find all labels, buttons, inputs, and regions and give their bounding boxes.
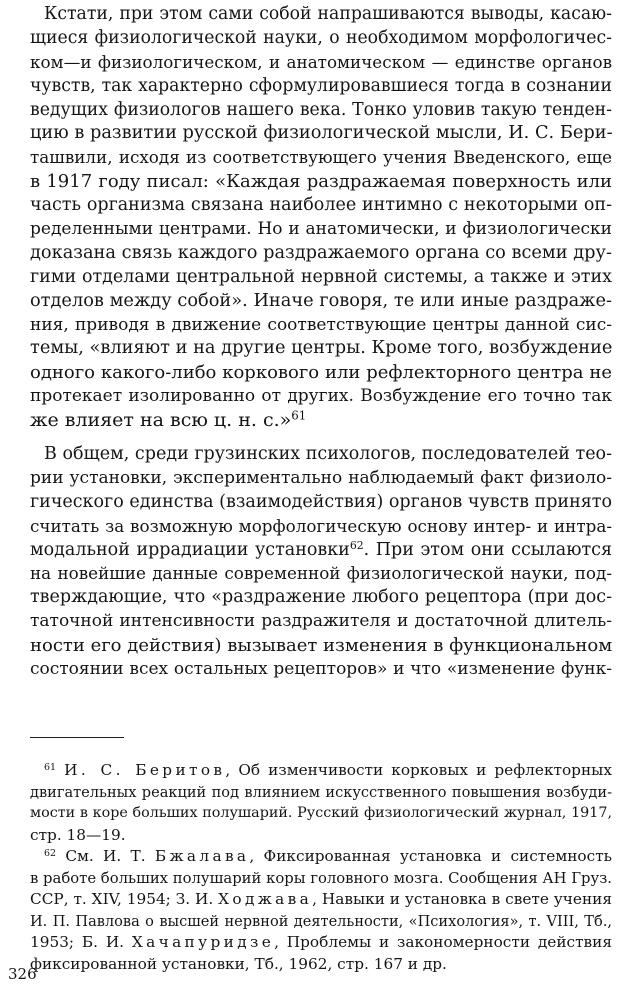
footnote-61 [30, 760, 612, 846]
text-fragment: , Об изменчивости корковых и рефлекторных [225, 761, 612, 779]
text-line: одного какого-либо коркового или рефлекторного центра не [30, 362, 612, 384]
text-line: рии установки, экспериментально наблюдаемый факт физиоло- [30, 467, 612, 488]
text-line: ности его действия) вызывает изменения в функциональном [30, 635, 613, 657]
text-line: доказана связь каждого раздражаемого органа со всеми дру- [30, 242, 612, 263]
text-fragment: , Проблемы и закономерности действия [274, 933, 612, 952]
text-fragment: , Навыки и установка в свете учения [312, 890, 612, 909]
text-line: В общем, среди грузинских психологов, последователей тео- [44, 444, 612, 465]
main-text [30, 3, 612, 682]
text-line: ния, приводя в движение соответствующие центры данной сис- [30, 314, 612, 335]
footnote-62 [30, 846, 612, 976]
footnote-line: двигательных реакций под влиянием искусственного повышения возбуди- [30, 783, 612, 801]
text-line [30, 539, 612, 563]
text-line: ком—и физиологическом, и анатомическом — единстве органов [30, 51, 612, 72]
text-fragment: ССР, т. XIV, 1954; З. И. [30, 890, 219, 909]
text-line: гими отделами центральной нервной системы, а также и этих [30, 266, 612, 287]
footnote-line: И. П. Павлова о высшей нервной деятельности, «Психология», т. VIII, Тб., [30, 912, 612, 930]
footnote-author: И. С. Беритов [64, 761, 226, 779]
footnote-line [30, 760, 612, 782]
footnote-author: Ходжава [218, 890, 313, 909]
text-line: таточной интенсивности раздражителя и достаточной длитель- [30, 611, 612, 632]
text-line: отделов между собой». Иначе говоря, те или иные раздраже- [30, 290, 612, 311]
text-line: ташвили, исходя из соответствующего учения Введенского, еще [30, 147, 612, 168]
text-line: на новейшие данные современной физиологической науки, под- [30, 563, 612, 584]
footnote-mark: 61 [44, 761, 57, 773]
text-line: протекает изолированно от других. Возбуждение его точно так [30, 386, 612, 407]
text-line [30, 409, 612, 433]
footnote-line: мости в коре больших полушарий. Русский физиологический журнал, 1917, [30, 805, 612, 822]
text-fragment: же влияет на всю ц. н. с.» [30, 409, 292, 432]
text-fragment: 1953; Б. И. [30, 933, 132, 952]
footnote-line: стр. 18—19. [30, 825, 126, 844]
text-line: в 1917 году писал: «Каждая раздражаемая поверхность или [30, 171, 612, 193]
text-line: чувств, так характерно сформулировавшиеся тогда в сознании [30, 75, 612, 96]
text-line: цию в развитии русской физиологической мысли, И. С. Бери- [30, 123, 613, 144]
text-fragment: , Фиксированная установка и системность [249, 847, 612, 865]
text-line: гического единства (взаимодействия) органов чувств принято [30, 491, 612, 512]
footnote-ref-62[interactable]: 62 [349, 538, 364, 552]
text-line: ведущих физиологов нашего века. Тонко уловив такую тенден- [30, 99, 612, 120]
paragraph-1 [30, 3, 612, 433]
text-line: считать за возможную морфологическую основу интер- и интра- [30, 515, 612, 536]
text-fragment: модальной иррадиации установки [30, 539, 350, 560]
footnote-ref-61[interactable]: 61 [291, 408, 307, 423]
text-fragment: . При этом они ссылаются [363, 539, 612, 560]
footnote-separator [30, 737, 124, 738]
paragraph-2 [30, 443, 612, 682]
page-number: 326 [8, 965, 37, 983]
text-line: щиеся физиологической науки, о необходимом морфологичес- [30, 27, 612, 48]
footnote-line [30, 932, 612, 954]
text-line: часть организма связана наиболее интимно с некоторыми оп- [30, 195, 612, 216]
text-line: тверждающие, что «раздражение любого рецептора (при дос- [30, 587, 612, 608]
footnote-author: Хачапуридзе [131, 933, 275, 952]
text-line: ределенными центрами. Но и анатомически, и физиологически [30, 219, 612, 240]
footnote-line: в работе больших полушарий коры головного мозга. Сообщения АН Груз. [30, 869, 612, 887]
text-line: состоянии всех остальных рецепторов» и что «изменение функ- [30, 659, 612, 680]
text-fragment: См. И. Т. [65, 847, 155, 865]
footnote-author: Бжалава [154, 847, 250, 865]
text-line: темы, «влияют и на другие центры. Кроме того, возбуждение [30, 338, 613, 359]
footnote-mark: 62 [44, 847, 57, 859]
footnote-line: фиксированной установки, Тб., 1962, стр. 167 и др. [30, 954, 447, 973]
footnote-line [30, 889, 612, 911]
footnote-line [30, 846, 612, 868]
text-line: Кстати, при этом сами собой напрашиваются выводы, касаю- [44, 4, 612, 24]
